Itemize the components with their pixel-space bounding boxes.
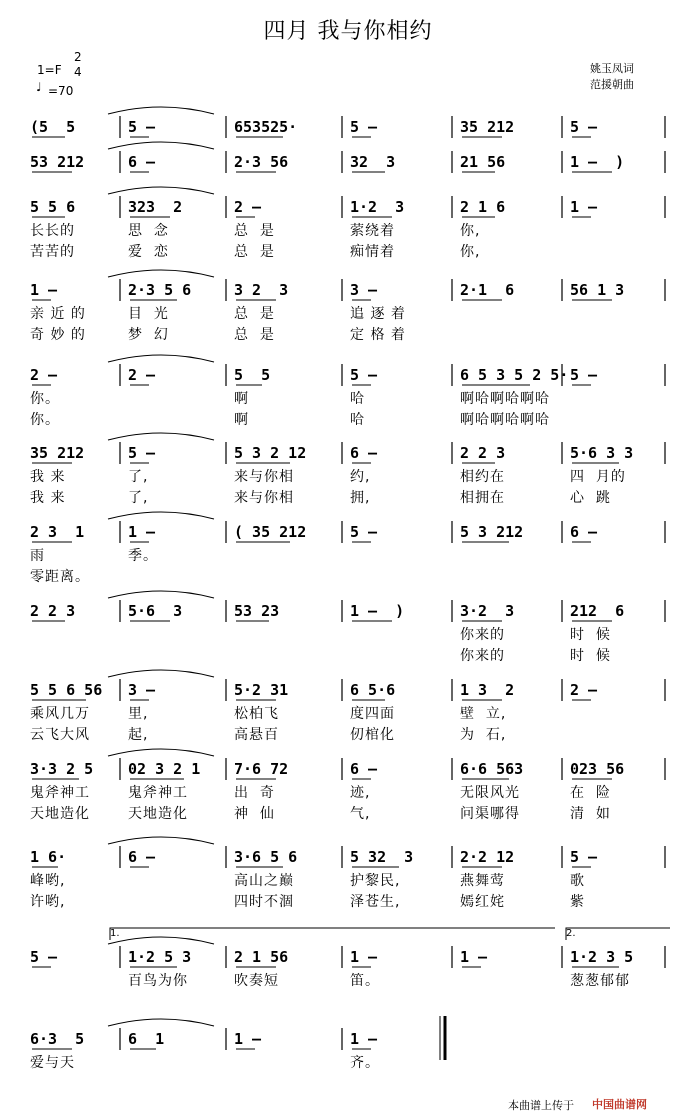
volta-2: 2. — [566, 928, 576, 939]
measure: 1 – — [350, 948, 378, 966]
lyric-verse-1: 笛。 — [350, 973, 380, 989]
measure: 2 – — [234, 198, 262, 216]
measure: 6 1 — [128, 1030, 165, 1048]
lyric-verse-1: 百鸟为你 — [128, 973, 188, 989]
slur — [108, 433, 214, 440]
measure: 35 212 — [30, 444, 85, 462]
lyric-verse-2: 啊哈啊哈啊哈 — [460, 412, 550, 428]
lyric-verse-1: 亲 近 的 — [30, 306, 86, 322]
lyric-verse-2: 相拥在 — [460, 490, 505, 506]
measure: 02 3 2 1 — [128, 760, 201, 778]
lyric-verse-2: 了, — [128, 490, 149, 506]
lyric-verse-2: 紫 — [570, 894, 585, 910]
lyric-verse-2: 许哟, — [30, 894, 66, 910]
measure: 6 5·6 — [350, 681, 396, 699]
lyric-verse-2: 哈 — [350, 412, 365, 428]
measure: 5 – — [350, 118, 378, 136]
lyric-verse-2: 总 是 — [234, 244, 275, 260]
measure: 653525· — [234, 118, 298, 136]
measure: 2·3 56 — [234, 153, 289, 171]
measure: 5·2 31 — [234, 681, 289, 699]
footer-text: 本曲谱上传于 — [508, 1099, 574, 1112]
measure: 2·3 5 6 — [128, 281, 192, 299]
measure: 1 6· — [30, 848, 67, 866]
lyric-verse-1: 哈 — [350, 391, 365, 407]
lyric-verse-2: 痴情着 — [350, 244, 395, 260]
measure: 5 – — [570, 366, 598, 384]
lyric-verse-2: 泽苍生, — [350, 894, 401, 910]
measure: 3·6 5 6 — [234, 848, 298, 866]
lyric-verse-1: 松柏飞 — [234, 706, 279, 722]
lyric-verse-2: 天地造化 — [128, 806, 188, 822]
measure: 5·6 3 3 — [570, 444, 634, 462]
lyric-verse-1: 护黎民, — [350, 873, 401, 889]
lyric-verse-1: 萦绕着 — [350, 223, 395, 239]
measure: 5 32 3 — [350, 848, 414, 866]
lyric-verse-1: 总 是 — [234, 306, 275, 322]
lyric-verse-2: 定 格 着 — [350, 327, 406, 343]
lyric-verse-1: 鬼斧神工 — [128, 785, 188, 801]
lyric-verse-1: 歌 — [570, 873, 585, 889]
measure: 5 5 — [234, 366, 271, 384]
lyric-verse-1: 度四面 — [350, 706, 395, 722]
time-sig-bottom: 4 — [74, 65, 82, 79]
measure: 6 – — [128, 153, 156, 171]
lyric-verse-1: 长长的 — [30, 223, 75, 239]
lyric-verse-1: 我 来 — [30, 469, 66, 485]
measure: 2 2 3 — [30, 602, 76, 620]
lyric-verse-2: 仞棺化 — [350, 727, 395, 743]
measure: 5 – — [30, 948, 58, 966]
lyric-verse-1: 啊哈啊哈啊哈 — [460, 391, 550, 407]
measure: 212 6 — [570, 602, 625, 620]
lyric-verse-2: 你来的 — [460, 648, 505, 664]
lyric-verse-1: 思 念 — [128, 223, 169, 239]
lyric-verse-2: 梦 幻 — [128, 327, 169, 343]
lyric-verse-1: 啊 — [234, 391, 249, 407]
slur — [108, 512, 214, 519]
composer-credit: 范援朝曲 — [590, 78, 634, 91]
volta-1: 1. — [110, 928, 120, 939]
lyric-verse-2: 嫣红姹 — [460, 894, 505, 910]
lyric-verse-1: 时 候 — [570, 627, 611, 643]
lyric-verse-1: 四 月的 — [570, 469, 626, 485]
slur — [108, 355, 214, 362]
lyric-verse-2: 心 跳 — [570, 490, 611, 506]
measure: 21 56 — [460, 153, 506, 171]
measure: 3 – — [128, 681, 156, 699]
lyric-verse-2: 我 来 — [30, 490, 66, 506]
slur — [108, 749, 214, 756]
lyric-verse-2: 来与你相 — [234, 490, 294, 506]
measure: 1 – — [460, 948, 488, 966]
slur — [108, 591, 214, 598]
lyric-verse-2: 时 候 — [570, 648, 611, 664]
measure: 6 – — [570, 523, 598, 541]
measure: 1 – — [570, 198, 598, 216]
measure: 023 56 — [570, 760, 625, 778]
measure: 5 – — [128, 118, 156, 136]
measure: 6·3 5 — [30, 1030, 85, 1048]
slur — [108, 107, 214, 114]
lyric-verse-2: 啊 — [234, 412, 249, 428]
lyric-verse-2: 奇 妙 的 — [30, 327, 86, 343]
key-signature: 1=F — [37, 63, 62, 77]
measure: 2 2 3 — [460, 444, 506, 462]
page-title: 四月 我与你相约 — [263, 19, 433, 44]
lyric-verse-1: 齐。 — [350, 1055, 380, 1071]
lyric-verse-1: 来与你相 — [234, 469, 294, 485]
measure: 1 – — [128, 523, 156, 541]
lyric-verse-2: 你, — [460, 244, 481, 260]
slur — [108, 1019, 214, 1026]
lyric-verse-1: 葱葱郁郁 — [570, 973, 630, 989]
measure: 2 3 1 — [30, 523, 85, 541]
lyric-verse-1: 壁 立, — [460, 706, 507, 722]
lyric-verse-1: 爱与天 — [30, 1055, 75, 1071]
measure: 53 212 — [30, 153, 85, 171]
lyric-verse-1: 你来的 — [460, 627, 505, 643]
measure: 35 212 — [460, 118, 515, 136]
measure: 5 5 6 56 — [30, 681, 103, 699]
measure: 3 – — [350, 281, 378, 299]
time-sig-top: 2 — [74, 50, 82, 64]
slur — [108, 142, 214, 149]
measure: 5·6 3 — [128, 602, 183, 620]
lyric-verse-2: 起, — [128, 727, 149, 743]
quarter-note-icon: ♩ — [36, 80, 42, 94]
lyric-verse-2: 云飞大风 — [30, 727, 90, 743]
measure: 2·1 6 — [460, 281, 515, 299]
measure: 2 – — [30, 366, 58, 384]
lyric-verse-1: 里, — [128, 706, 149, 722]
measure: 6 – — [350, 444, 378, 462]
lyricist-credit: 姚玉凤词 — [590, 62, 634, 75]
lyric-verse-1: 目 光 — [128, 306, 169, 322]
measure: 5 – — [350, 366, 378, 384]
volta-bracket — [566, 928, 670, 940]
measure: 3 2 3 — [234, 281, 289, 299]
lyric-verse-2: 天地造化 — [30, 806, 90, 822]
measure: 1 3 2 — [460, 681, 515, 699]
volta-bracket — [110, 928, 555, 940]
measure: 5 – — [350, 523, 378, 541]
measure: ( 35 212 — [234, 523, 307, 541]
lyric-verse-1: 约, — [350, 469, 371, 485]
slur — [108, 187, 214, 194]
lyric-verse-1: 峰哟, — [30, 873, 66, 889]
lyric-verse-1: 你。 — [30, 391, 60, 407]
slur — [108, 670, 214, 677]
lyric-verse-1: 总 是 — [234, 223, 275, 239]
lyric-verse-1: 了, — [128, 469, 149, 485]
lyric-verse-1: 季。 — [128, 548, 158, 564]
lyric-verse-1: 迹, — [350, 785, 371, 801]
measure: 5 5 6 — [30, 198, 76, 216]
measure: 2 1 6 — [460, 198, 506, 216]
measure: 6 – — [350, 760, 378, 778]
slur — [108, 937, 214, 944]
measure: 323 2 — [128, 198, 183, 216]
measure: 5 – — [128, 444, 156, 462]
measure: 5 – — [570, 848, 598, 866]
lyric-verse-1: 你, — [460, 223, 481, 239]
measure: 1 – — [234, 1030, 262, 1048]
lyric-verse-1: 追 逐 着 — [350, 306, 406, 322]
lyric-verse-2: 四时不涸 — [234, 894, 294, 910]
lyric-verse-2: 清 如 — [570, 806, 611, 822]
measure: 2 1 56 — [234, 948, 289, 966]
lyric-verse-2: 为 石, — [460, 727, 507, 743]
lyric-verse-2: 零距离。 — [30, 569, 90, 585]
measure: 2 – — [128, 366, 156, 384]
measure: 7·6 72 — [234, 760, 289, 778]
lyric-verse-2: 总 是 — [234, 327, 275, 343]
measure: 6·6 563 — [460, 760, 524, 778]
measure: 5 3 2 12 — [234, 444, 307, 462]
lyric-verse-1: 出 奇 — [234, 785, 275, 801]
lyric-verse-2: 气, — [350, 806, 371, 822]
lyric-verse-2: 高悬百 — [234, 727, 279, 743]
measure: 1 – — [30, 281, 58, 299]
measure: 32 3 — [350, 153, 396, 171]
measure: 1 – ) — [570, 153, 625, 171]
measure: 6 – — [128, 848, 156, 866]
measure: 53 23 — [234, 602, 280, 620]
measure: 1·2 3 — [350, 198, 405, 216]
lyric-verse-2: 拥, — [350, 490, 371, 506]
slur — [108, 270, 214, 277]
lyric-verse-1: 在 险 — [570, 785, 611, 801]
measure: 1·2 3 5 — [570, 948, 634, 966]
measure: 56 1 3 — [570, 281, 625, 299]
measure: 2·2 12 — [460, 848, 515, 866]
lyric-verse-1: 吹奏短 — [234, 973, 279, 989]
lyric-verse-1: 燕舞莺 — [460, 873, 505, 889]
measure: (5 5 — [30, 118, 76, 136]
measure: 1 – — [350, 1030, 378, 1048]
lyric-verse-1: 高山之巅 — [234, 873, 294, 889]
lyric-verse-2: 问渠哪得 — [460, 806, 520, 822]
lyric-verse-1: 无限风光 — [460, 785, 520, 801]
lyric-verse-2: 苦苦的 — [30, 244, 75, 260]
lyric-verse-1: 乘风几万 — [30, 706, 90, 722]
logo-text: 中国曲谱网 — [592, 1098, 647, 1111]
measure: 5 3 212 — [460, 523, 524, 541]
tempo: =70 — [48, 84, 74, 98]
measure: 2 – — [570, 681, 598, 699]
measure: 1 – ) — [350, 602, 405, 620]
lyric-verse-1: 鬼斧神工 — [30, 785, 90, 801]
measure: 1·2 5 3 — [128, 948, 192, 966]
measure: 5 – — [570, 118, 598, 136]
slur — [108, 837, 214, 844]
lyric-verse-1: 雨 — [30, 548, 45, 564]
lyric-verse-2: 爱 恋 — [128, 244, 169, 260]
measure: 6 5 3 5 2 5· — [460, 366, 569, 384]
lyric-verse-2: 你。 — [30, 412, 60, 428]
measure: 3·3 2 5 — [30, 760, 94, 778]
lyric-verse-2: 神 仙 — [234, 806, 275, 822]
measure: 3·2 3 — [460, 602, 515, 620]
lyric-verse-1: 相约在 — [460, 469, 505, 485]
